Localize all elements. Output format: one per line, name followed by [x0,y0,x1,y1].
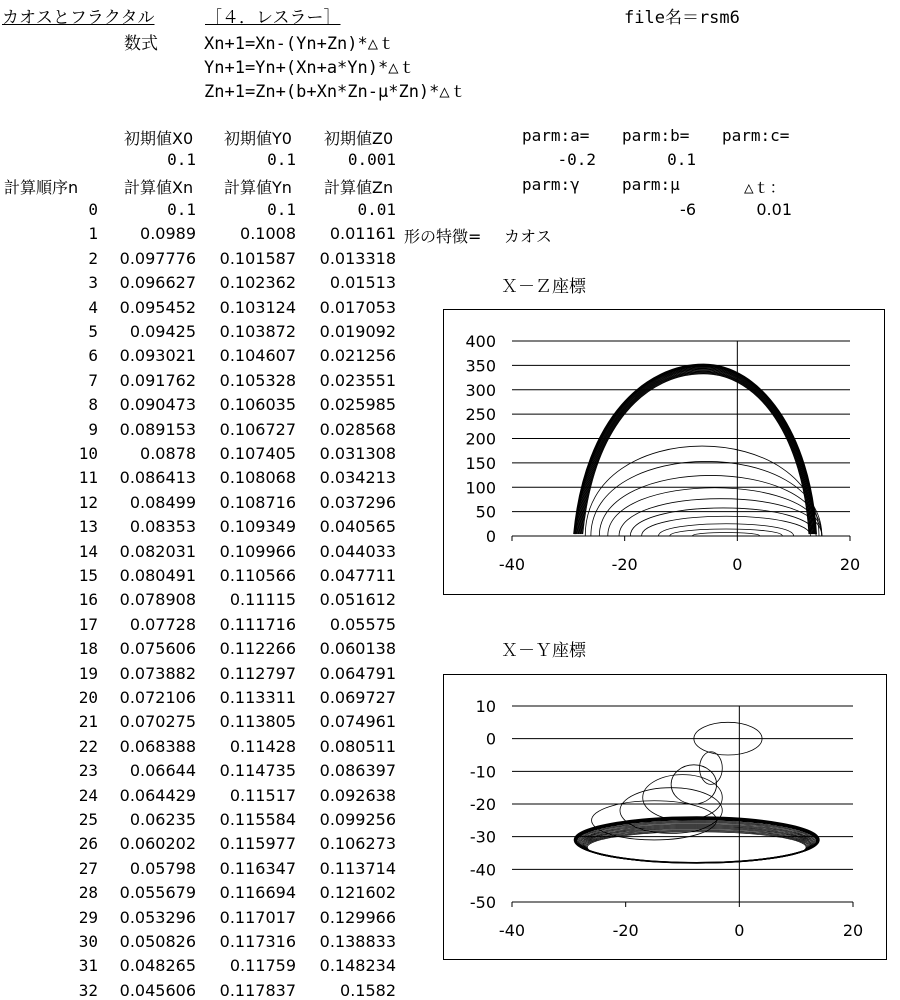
cell-yn[interactable]: 0.114735 [219,761,296,781]
cell-zn[interactable]: 0.021256 [319,346,396,366]
cell-xn[interactable]: 0.082031 [119,541,196,561]
formula-label: 数式 [124,34,158,54]
cell-yn[interactable]: 0.11428 [229,736,296,756]
x-tick-label: -40 [498,555,526,574]
cell-zn[interactable]: 0.013318 [319,248,396,268]
trajectory-loop [642,516,811,536]
trajectory-spiral [700,752,723,785]
y-tick-label: -50 [469,893,496,912]
x-tick-label: -20 [611,555,638,574]
cell-zn[interactable]: 0.113714 [319,858,396,878]
cell-zn[interactable]: 0.099256 [319,810,396,829]
cell-zn[interactable]: 0.037296 [319,492,396,512]
y-tick-label: -20 [469,795,496,814]
cell-zn[interactable]: 0.031308 [319,444,396,463]
cell-yn[interactable]: 0.117017 [219,907,296,927]
x-tick-label: -20 [612,921,639,940]
cell-zn[interactable]: 0.040565 [319,517,396,537]
col-header-yn: 計算値Yn [224,178,292,197]
cell-xn[interactable]: 0.090473 [119,395,196,415]
row-index[interactable]: 25 [78,810,98,829]
x-tick-label: -40 [498,921,526,940]
cell-xn[interactable]: 0.086413 [119,468,196,488]
cell-yn[interactable]: 0.113311 [219,688,296,707]
chart-xz[interactable] [443,309,885,595]
cell-xn[interactable]: 0.073882 [119,663,196,683]
col-header-zn: 計算値Zn [324,178,394,197]
cell-zn[interactable]: 0.092638 [319,785,396,805]
row-index[interactable]: 7 [88,370,98,390]
cell-xn[interactable]: 0.09425 [129,322,196,341]
initial-y0-label: 初期値Y0 [224,129,292,148]
cell-yn[interactable]: 0.105328 [219,370,296,390]
row-index[interactable]: 31 [78,956,98,976]
x-tick-label: 20 [839,555,861,574]
row-index[interactable]: 2 [88,248,98,268]
trajectory-arch [581,372,810,534]
row-index[interactable]: 27 [78,858,98,878]
y-tick-label: 250 [465,405,496,425]
cell-zn[interactable]: 0.064791 [319,663,396,683]
cell-yn[interactable]: 0.112266 [219,639,296,659]
row-index[interactable]: 26 [78,834,98,854]
chart-xz-title: Ｘ－Ｚ座標 [501,277,586,297]
cell-yn[interactable]: 0.103872 [219,322,296,341]
row-index[interactable]: 20 [78,688,98,707]
initial-y0-value[interactable]: 0.1 [267,150,296,169]
cell-xn[interactable]: 0.070275 [119,712,196,732]
cell-yn[interactable]: 0.11115 [229,590,296,610]
trajectory-arch [583,374,809,534]
row-index[interactable]: 9 [88,419,98,439]
param-dt-value[interactable]: 0.01 [756,200,792,219]
cell-yn[interactable]: 0.103124 [219,297,296,317]
cell-xn[interactable]: 0.060202 [119,834,196,854]
trajectory-arch [581,372,811,534]
cell-zn[interactable]: 0.148234 [319,956,396,976]
cell-yn[interactable]: 0.106035 [219,395,296,415]
cell-zn[interactable]: 0.086397 [319,761,396,781]
cell-zn[interactable]: 0.060138 [319,639,396,659]
cell-zn[interactable]: 0.023551 [319,370,396,390]
row-index[interactable]: 3 [88,273,98,293]
row-index[interactable]: 1 [88,224,98,244]
cell-xn[interactable]: 0.072106 [119,688,196,707]
cell-yn[interactable]: 0.116347 [219,858,296,878]
cell-yn[interactable]: 0.106727 [219,419,296,439]
trajectory-xy [575,722,819,862]
cell-xn[interactable]: 0.0989 [140,224,196,244]
cell-zn[interactable]: 0.01513 [329,273,396,293]
sheet-title: カオスとフラクタル [2,8,155,28]
chart-xz-plot [444,310,884,594]
param-dt-label: △ｔ： [744,178,786,197]
chart-xy-title: Ｘ－Ｙ座標 [501,641,586,661]
cell-xn[interactable]: 0.093021 [119,346,196,366]
row-index[interactable]: 22 [78,736,98,756]
cell-zn[interactable]: 0.074961 [319,712,396,732]
cell-yn[interactable]: 0.117837 [219,980,296,1000]
cell-yn[interactable]: 0.11517 [229,785,296,805]
trajectory-arch [582,373,809,534]
cell-xn[interactable]: 0.091762 [119,370,196,390]
row-index[interactable]: 13 [78,517,98,537]
trajectory-loop [658,524,793,536]
y-tick-label: -30 [469,827,496,847]
row-index[interactable]: 23 [78,761,98,781]
cell-zn[interactable]: 0.069727 [319,688,396,707]
row-index[interactable]: 15 [78,566,98,585]
initial-x0-value[interactable]: 0.1 [167,150,196,169]
trajectory-loop [692,532,760,536]
cell-yn[interactable]: 0.117316 [219,932,296,951]
cell-yn[interactable]: 0.108716 [219,492,296,512]
cell-yn[interactable]: 0.11759 [229,956,296,976]
shape-value: カオス [504,227,552,246]
cell-zn[interactable]: 0.1582 [340,980,396,1000]
cell-yn[interactable]: 0.112797 [219,663,296,683]
cell-zn[interactable]: 0.106273 [319,834,396,854]
x-tick-label: 0 [732,555,743,574]
row-index[interactable]: 0 [88,200,98,219]
row-index[interactable]: 4 [88,297,98,317]
cell-yn[interactable]: 0.104607 [219,346,296,366]
row-index[interactable]: 6 [88,346,98,366]
cell-xn[interactable]: 0.078908 [119,590,196,610]
cell-yn[interactable]: 0.115977 [219,834,296,854]
trajectory-loop [585,446,819,536]
cell-zn[interactable]: 0.121602 [319,883,396,903]
row-index[interactable]: 10 [78,444,98,463]
cell-xn[interactable]: 0.075606 [119,639,196,659]
cell-yn[interactable]: 0.109966 [219,541,296,561]
y-tick-label: 100 [465,478,496,498]
y-tick-label: 0 [485,527,496,546]
cell-zn[interactable]: 0.129966 [319,907,396,927]
cell-yn[interactable]: 0.1008 [240,224,296,244]
x-tick-label: 20 [842,921,864,940]
cell-zn[interactable]: 0.044033 [319,541,396,561]
cell-zn[interactable]: 0.028568 [319,419,396,439]
cell-yn[interactable]: 0.108068 [219,468,296,488]
x-tick-label: 0 [734,921,745,940]
y-tick-label: 300 [465,380,496,400]
row-index[interactable]: 18 [78,639,98,659]
row-index[interactable]: 17 [78,614,98,634]
formula-line-1: Xn+1=Xn-(Yn+Zn)*△ｔ [204,34,395,54]
param-b-value[interactable]: 0.1 [667,150,696,169]
y-tick-label: 400 [465,332,496,351]
row-index[interactable]: 24 [78,785,98,805]
cell-zn[interactable]: 0.017053 [319,297,396,317]
chart-xy[interactable] [443,674,887,960]
row-index[interactable]: 19 [78,663,98,683]
cell-yn[interactable]: 0.109349 [219,517,296,537]
param-mu-value[interactable]: -6 [680,200,696,219]
col-header-n: 計算順序n [4,178,79,197]
row-index[interactable]: 16 [78,590,98,610]
chart-xy-plot [444,675,886,959]
param-a-label: parm:a= [522,126,590,145]
row-index[interactable]: 14 [78,541,98,561]
cell-zn[interactable]: 0.01161 [329,224,396,244]
cell-yn[interactable]: 0.1 [267,200,296,219]
cell-xn[interactable]: 0.1 [167,200,196,219]
initial-x0-label: 初期値X0 [124,129,194,148]
cell-xn[interactable]: 0.064429 [119,785,196,805]
cell-xn[interactable]: 0.089153 [119,419,196,439]
trajectory-arch [580,371,811,534]
cell-zn[interactable]: 0.019092 [319,322,396,341]
row-index[interactable]: 30 [78,932,98,951]
row-index[interactable]: 32 [78,980,98,1000]
y-tick-label: 50 [475,502,496,522]
cell-xn[interactable]: 0.045606 [119,980,196,1000]
y-tick-label: -10 [469,762,496,782]
cell-xn[interactable]: 0.055679 [119,883,196,903]
row-index[interactable]: 29 [78,907,98,927]
row-index[interactable]: 28 [78,883,98,903]
section-title: ［４．レスラー］ [205,8,341,28]
cell-zn[interactable]: 0.138833 [319,932,396,951]
cell-xn[interactable]: 0.095452 [119,297,196,317]
cell-xn[interactable]: 0.096627 [119,273,196,293]
cell-xn[interactable]: 0.053296 [119,907,196,927]
file-name: file名＝rsm6 [624,8,740,28]
initial-z0-value[interactable]: 0.001 [347,150,396,169]
row-index[interactable]: 5 [88,322,98,341]
param-c-label: parm:c= [722,126,790,145]
col-header-xn: 計算値Xn [124,178,194,197]
cell-yn[interactable]: 0.116694 [219,883,296,903]
cell-xn[interactable]: 0.08353 [129,517,196,537]
cell-xn[interactable]: 0.048265 [119,956,196,976]
cell-zn[interactable]: 0.047711 [319,566,396,585]
cell-yn[interactable]: 0.111716 [219,614,296,634]
cell-xn[interactable]: 0.06644 [129,761,196,781]
cell-yn[interactable]: 0.115584 [219,810,296,829]
y-tick-label: 10 [475,697,496,716]
cell-xn[interactable]: 0.050826 [119,932,196,951]
y-tick-label: -40 [469,860,496,880]
initial-z0-label: 初期値Z0 [324,129,394,148]
cell-zn[interactable]: 0.01 [357,200,396,219]
param-b-label: parm:b= [622,126,690,145]
trajectory-loop [599,475,822,536]
row-index[interactable]: 11 [78,468,98,488]
cell-zn[interactable]: 0.05575 [329,614,396,634]
cell-zn[interactable]: 0.025985 [319,395,396,415]
param-a-value[interactable]: -0.2 [557,150,596,169]
trajectory-arch [579,370,811,534]
formula-line-2: Yn+1=Yn+(Xn+a*Yn)*△ｔ [204,58,416,78]
cell-zn[interactable]: 0.034213 [319,468,396,488]
y-tick-label: 350 [465,356,496,376]
cell-yn[interactable]: 0.113805 [219,712,296,732]
cell-xn[interactable]: 0.06235 [129,810,196,829]
shape-label: 形の特徴= [404,227,482,246]
y-tick-label: 0 [485,729,496,749]
cell-yn[interactable]: 0.101587 [219,248,296,268]
param-mu-label: parm:μ [622,175,680,194]
cell-zn[interactable]: 0.080511 [319,736,396,756]
cell-yn[interactable]: 0.102362 [219,273,296,293]
cell-xn[interactable]: 0.097776 [119,248,196,268]
param-gamma-label: parm:γ [522,175,580,194]
row-index[interactable]: 21 [78,712,98,732]
row-index[interactable]: 8 [88,395,98,415]
formula-line-3: Zn+1=Zn+(b+Xn*Zn-μ*Zn)*△ｔ [204,82,467,102]
cell-xn[interactable]: 0.07728 [129,614,196,634]
y-tick-label: 150 [465,453,496,473]
cell-xn[interactable]: 0.068388 [119,736,196,756]
cell-zn[interactable]: 0.051612 [319,590,396,610]
cell-xn[interactable]: 0.080491 [119,566,196,585]
cell-xn[interactable]: 0.05798 [129,858,196,878]
row-index[interactable]: 12 [78,492,98,512]
y-tick-label: 200 [465,429,496,449]
trajectory-loop [619,499,822,536]
cell-yn[interactable]: 0.110566 [219,566,296,585]
cell-yn[interactable]: 0.107405 [219,444,296,463]
cell-xn[interactable]: 0.0878 [140,444,196,463]
cell-xn[interactable]: 0.08499 [129,492,196,512]
